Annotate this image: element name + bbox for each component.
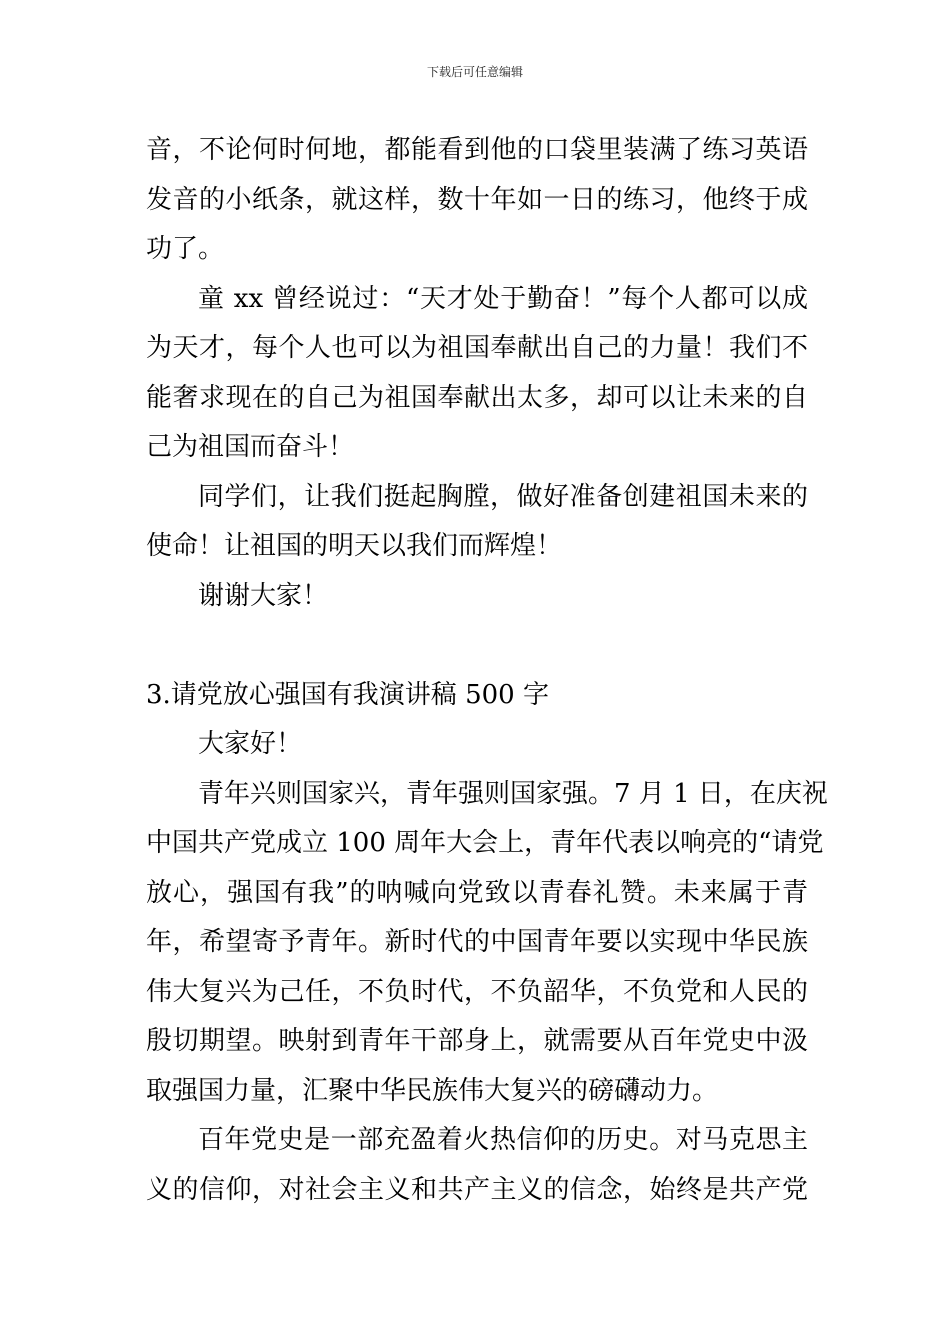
paragraph <box>146 572 808 622</box>
text-line: 谢谢大家！ <box>198 580 329 611</box>
text-line: 能奢求现在的自己为祖国奉献出太多，却可以让未来的自 <box>146 382 808 413</box>
section-heading: 3.请党放心强国有我演讲稿 500 字 <box>146 679 549 710</box>
text-line: 殷切期望。映射到青年干部身上，就需要从百年党史中汲 <box>146 1026 808 1056</box>
greeting: 大家好！ <box>198 729 303 759</box>
text-line: 童 xx 曾经说过：“天才处于勤奋！”每个人都可以成 <box>198 283 808 314</box>
page-header: 下载后可任意编辑 <box>426 65 523 79</box>
paragraph <box>146 275 808 473</box>
text-line: 为天才，每个人也可以为祖国奉献出自己的力量！我们不 <box>146 333 808 363</box>
text-line: 使命！让祖国的明天以我们而辉煌！ <box>146 531 563 561</box>
text-line: 功了。 <box>146 234 225 264</box>
text-line: 伟大复兴为己任，不负时代，不负韶华，不负党和人民的 <box>146 976 808 1007</box>
text-line: 年，希望寄予青年。新时代的中国青年要以实现中华民族 <box>146 927 808 957</box>
text-line: 音，不论何时何地，都能看到他的口袋里装满了练习英语 <box>146 135 808 165</box>
text-line: 放心，强国有我”的呐喊向党致以青春礼赞。未来属于青 <box>146 877 808 908</box>
document-body <box>146 126 828 1215</box>
text-line: 取强国力量，汇聚中华民族伟大复兴的磅礴动力。 <box>146 1075 719 1106</box>
paragraph <box>146 473 808 572</box>
paragraph <box>146 770 828 1117</box>
text-line: 同学们，让我们挺起胸膛，做好准备创建祖国未来的 <box>198 481 808 512</box>
text-line: 发音的小纸条，就这样，数十年如一日的练习，他终于成 <box>146 184 808 215</box>
text-line: 义的信仰，对社会主义和共产主义的信念，始终是共产党 <box>146 1174 808 1205</box>
paragraph <box>146 1116 808 1215</box>
blank-line <box>146 621 808 671</box>
text-line: 中国共产党成立 100 周年大会上，青年代表以响亮的“请党 <box>146 828 824 858</box>
text-line: 青年兴则国家兴，青年强则国家强。7 月 1 日，在庆祝 <box>198 778 828 809</box>
text-line: 己为祖国而奋斗！ <box>146 432 355 462</box>
paragraph <box>146 126 808 275</box>
text-line: 百年党史是一部充盈着火热信仰的历史。对马克思主 <box>198 1125 808 1155</box>
